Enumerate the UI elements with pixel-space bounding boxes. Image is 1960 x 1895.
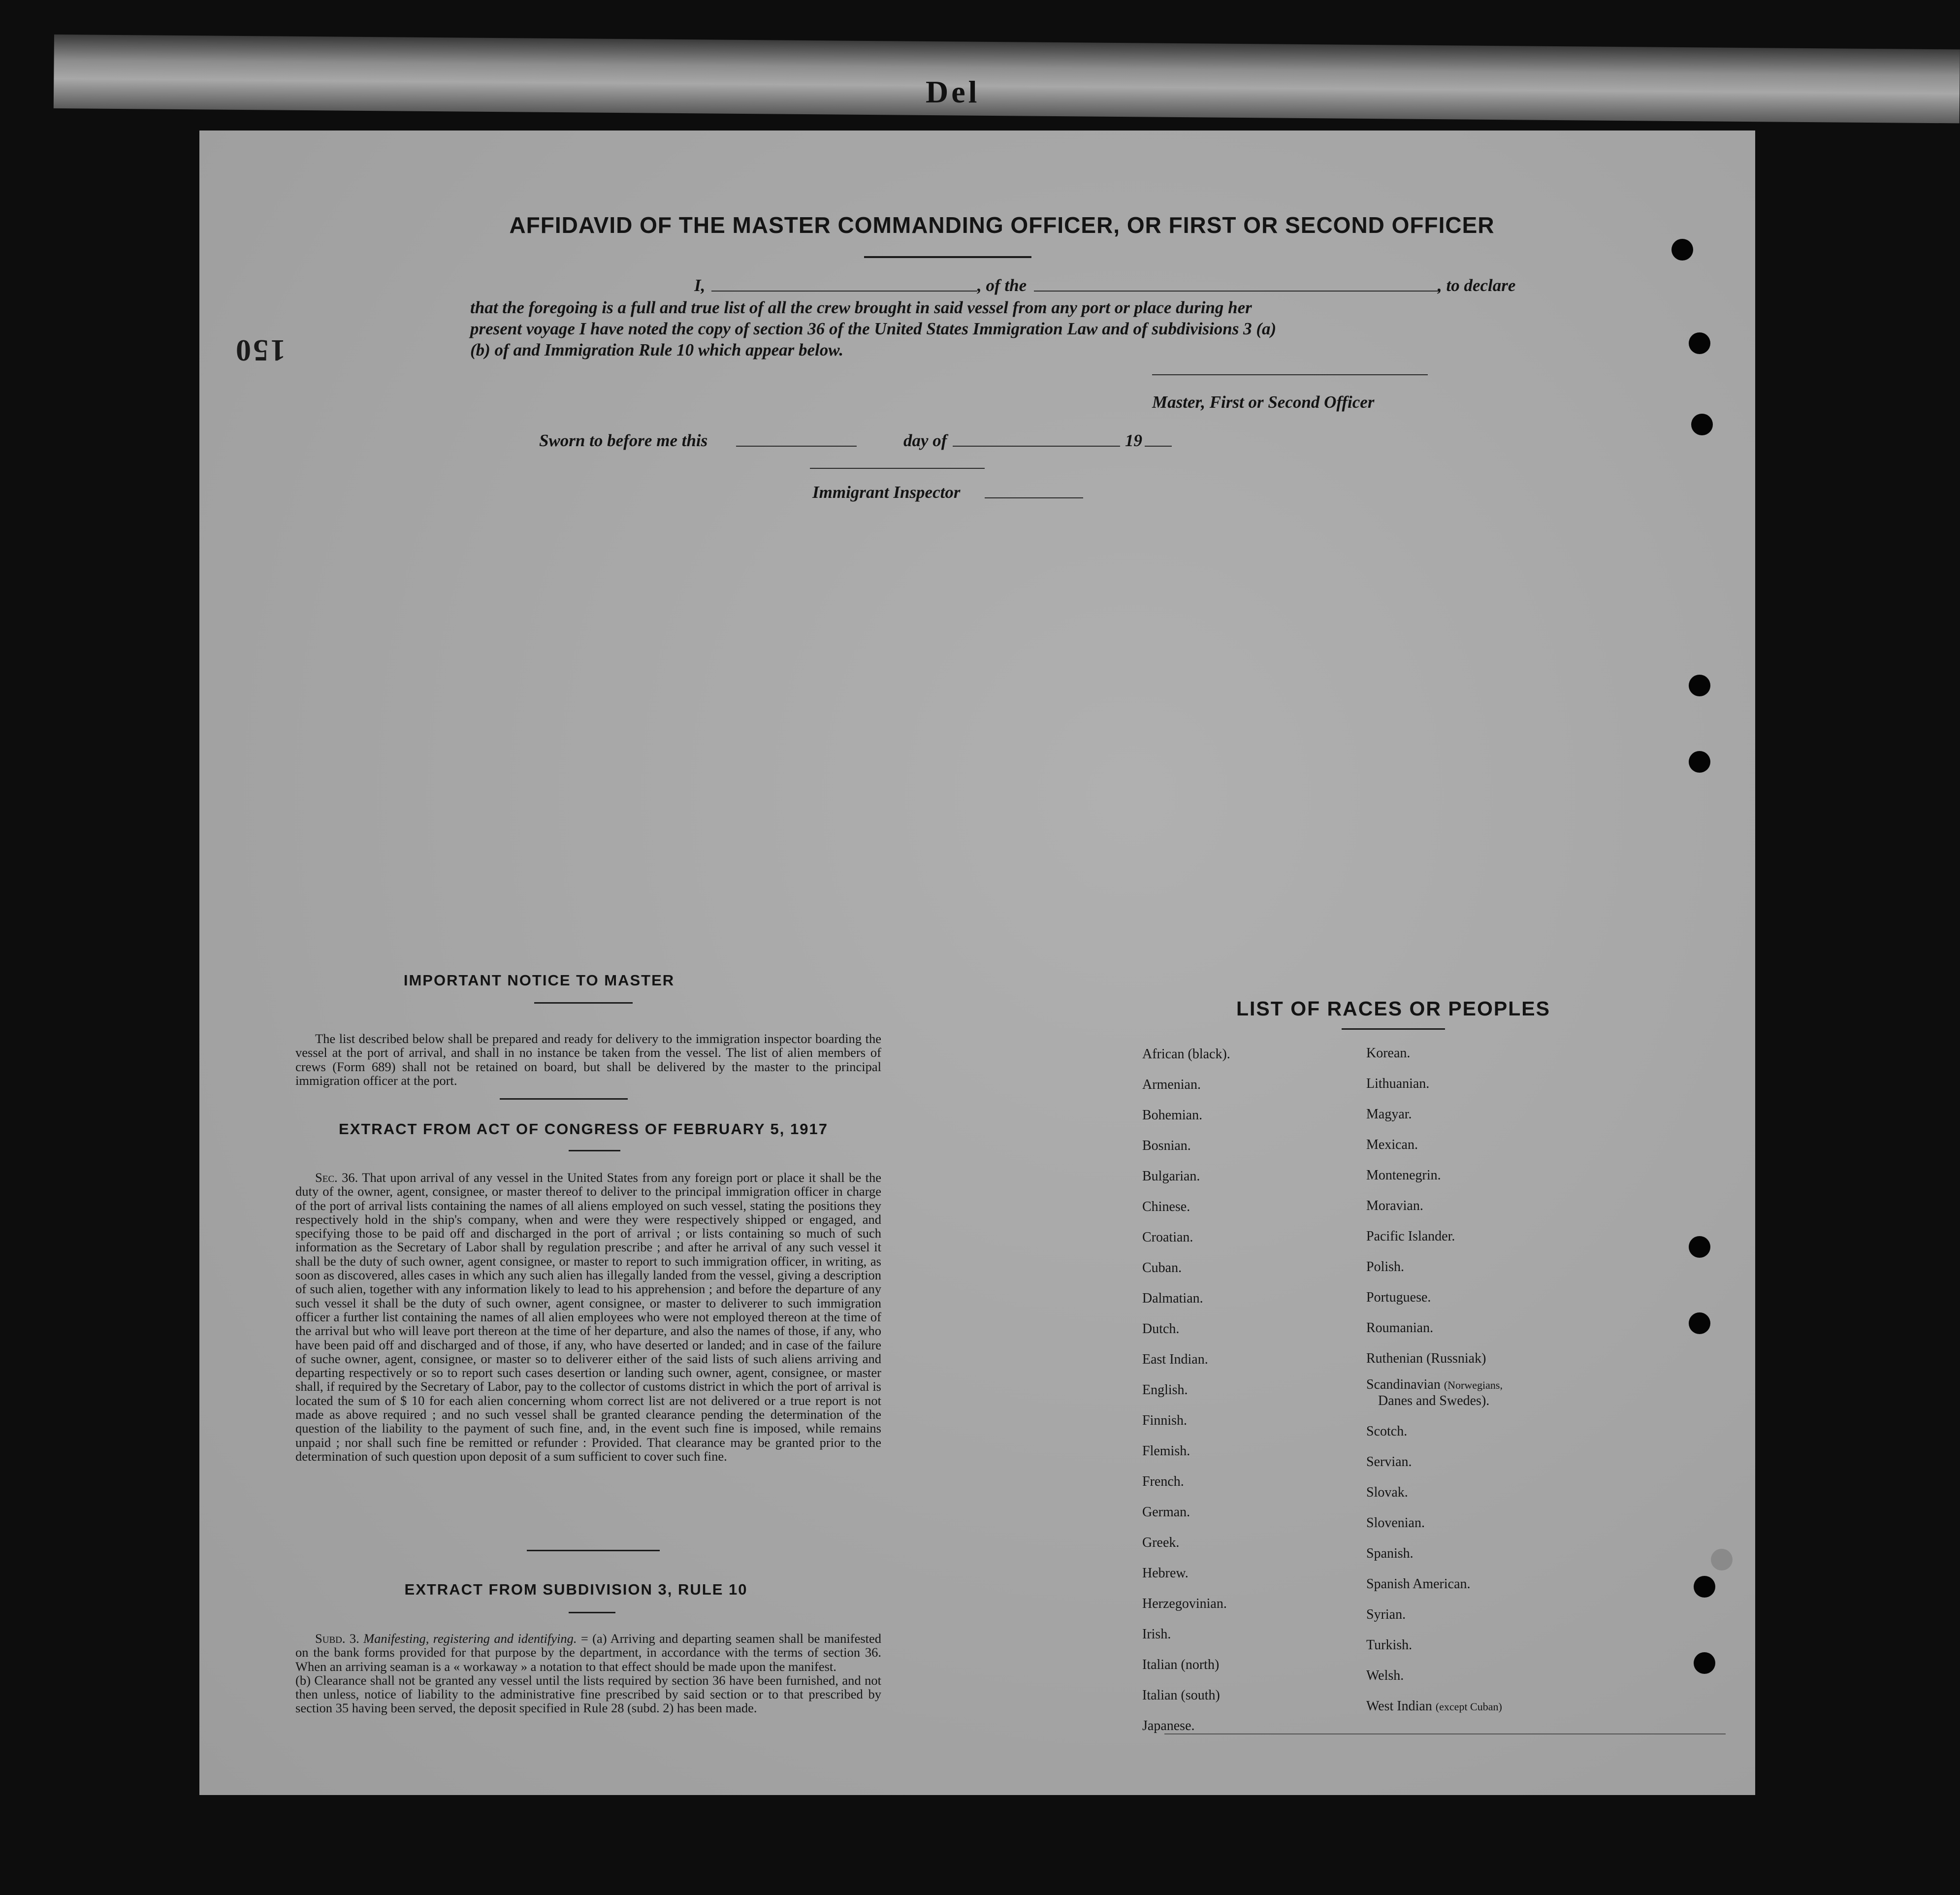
race-item: Dutch.: [1142, 1321, 1180, 1337]
rule-extract-heading: EXTRACT FROM SUBDIVISION 3, RULE 10: [404, 1581, 748, 1598]
punch-hole: [1689, 1236, 1710, 1258]
race-item: East Indian.: [1142, 1352, 1208, 1367]
act-extract-rule: [569, 1150, 620, 1151]
day-of-label: day of: [903, 431, 947, 450]
notice-bottom-rule: [500, 1098, 628, 1100]
affidavit-title: AFFIDAVID OF THE MASTER COMMANDING OFFICER, OR FIRST OR SECOND OFFICER: [509, 212, 1495, 238]
race-item: Spanish American.: [1366, 1576, 1471, 1592]
race-item: Armenian.: [1142, 1077, 1201, 1092]
race-item: Lithuanian.: [1366, 1076, 1430, 1091]
race-item: Turkish.: [1366, 1637, 1413, 1653]
year-line: [1145, 446, 1172, 447]
month-line: [953, 446, 1120, 447]
race-item: Finnish.: [1142, 1413, 1188, 1428]
stamped-serial-number: 150: [234, 333, 286, 367]
race-item-scandinavian: Scandinavian (Norwegians, Danes and Swedes).: [1366, 1377, 1503, 1408]
punch-hole: [1694, 1652, 1715, 1674]
notice-heading: IMPORTANT NOTICE TO MASTER: [403, 972, 675, 989]
year-prefix: 19: [1125, 431, 1142, 450]
race-item: Roumanian.: [1366, 1320, 1434, 1336]
race-item: Chinese.: [1142, 1199, 1190, 1214]
inspector-signature-line: [810, 468, 985, 469]
race-item: Scotch.: [1366, 1424, 1408, 1439]
punch-hole: [1689, 675, 1710, 696]
race-item: Italian (north): [1142, 1657, 1220, 1672]
race-item: Irish.: [1142, 1627, 1171, 1642]
race-item: Bosnian.: [1142, 1138, 1191, 1153]
race-item: Flemish.: [1142, 1443, 1190, 1459]
race-item: Bulgarian.: [1142, 1169, 1200, 1184]
races-right-column: [1366, 1038, 1503, 1722]
punch-hole: [1694, 1576, 1715, 1598]
race-item: Montenegrin.: [1366, 1168, 1441, 1183]
signature-blank-line: [1152, 374, 1428, 375]
sec-36-body: That upon arrival of any vessel in the United States from any foreign port or place it shall be the duty of the owner, agent, consignee, or master thereof to deliver to the principal immigration officer in charge of the port of arrival lists containing the names of all aliens employed on such vessel, stating the positions they respectively hold in the ship's company, when and were they were respectively shipped or engaged, and specifying those to be paid off and discharged in the port of arrival ; or lists containing so much of such information as the Secretary of Labor shall by regulation prescribe ; and after he arrival of any such vessel it shall be the duty of such owner, agent consignee, or master to report to such immigration officer, in writing, as soon as discovered, alles cases in which any such alien has illegally landed from the vessel, giving a description of such alien, together with any information likely to lead to his apprehension ; and before the departure of any such vessel it shall be the duty of such owner, agent consignee, or master to deliverer to such immigration officer a further list containing the names of all alien employees who were not employed thereon at the time of the arrival but who will leave port thereon at the time of her departure, and also the names of those, if any, who have been paid off and discharged and of those, if any, who have deserted or landed; and in case of the failure of suche owner, agent, consignee, or master so to deliverer either of the said lists of such aliens arriving and departing respectively or so to report such cases desertion or landing such owner, agent, consignee, or master shall, if required by the Secretary of Labor, pay to the collector of customs district in which the port of arrival is located the sum of $ 10 for each alien concerning whom correct list are not delivered or a true report is not made as above required ; and no such vessel shall be granted clearance pending the determination of the question of the liability to the payment of such fine, and, in the event such fine is imposed, while remains unpaid ; nor shall such fine be remitted or refunder : Provided. That clearance may be granted prior to the determination of such question upon deposit of a sum sufficient to cover such fine.: [295, 1170, 881, 1464]
title-rule: [864, 256, 1031, 258]
act-extract-heading: EXTRACT FROM ACT OF CONGRESS OF FEBRUARY 5, 1917: [339, 1120, 828, 1138]
race-item: Polish.: [1366, 1259, 1405, 1274]
punch-hole: [1691, 414, 1713, 435]
race-item-west-indian: West Indian (except Cuban): [1366, 1699, 1502, 1714]
rule-extract-text: [295, 1632, 881, 1715]
race-item: Italian (south): [1142, 1688, 1220, 1703]
race-item: Spanish.: [1366, 1546, 1414, 1561]
rule-extract-top-rule: [527, 1550, 660, 1551]
races-left-column: [1142, 1039, 1230, 1741]
race-item: African (black).: [1142, 1046, 1230, 1062]
race-item: English.: [1142, 1382, 1188, 1398]
immigrant-inspector-label: Immigrant Inspector: [812, 483, 961, 502]
affidavit-line-2: that the foregoing is a full and true list of all the crew brought in said vessel from any port or place during her: [470, 298, 1252, 317]
race-item: Servian.: [1366, 1454, 1412, 1470]
race-item: Ruthenian (Russniak): [1366, 1351, 1486, 1366]
notice-rule: [534, 1002, 633, 1004]
race-item: Slovenian.: [1366, 1515, 1425, 1531]
race-item: Korean.: [1366, 1046, 1411, 1061]
races-heading-rule: [1342, 1028, 1445, 1030]
race-item: Cuban.: [1142, 1260, 1182, 1275]
race-item: Portuguese.: [1366, 1290, 1431, 1305]
subd-3-title: Manifesting, registering and identifying.: [363, 1631, 577, 1646]
race-item: Moravian.: [1366, 1198, 1423, 1213]
race-item: Pacific Islander.: [1366, 1229, 1455, 1244]
race-item: Welsh.: [1366, 1668, 1404, 1683]
race-item: Croatian.: [1142, 1230, 1193, 1245]
race-item: Herzegovinian.: [1142, 1596, 1227, 1611]
race-item: Dalmatian.: [1142, 1291, 1203, 1306]
bottom-faint-rule: [1164, 1733, 1726, 1734]
sworn-label: Sworn to before me this: [539, 431, 708, 450]
affidavit-line-4: (b) of and Immigration Rule 10 which appear below.: [470, 340, 844, 359]
race-item: German.: [1142, 1504, 1190, 1520]
race-item: Bohemian.: [1142, 1108, 1203, 1123]
rule-extract-rule: [569, 1612, 615, 1613]
name-blank-line: [711, 291, 977, 292]
subd-3-text-a: = (a) Arriving and departing seamen shall be manifested on the bank forms provided for that purpose by the department, in accordance with the terms of section 36. When an arriving seaman is a « workaway » a notation to that effect should be made upon the manifest.: [295, 1631, 882, 1674]
affidavit-of-the: , of the: [977, 276, 1027, 295]
punch-hole: [1671, 239, 1693, 261]
punch-hole: [1689, 1312, 1710, 1334]
inspector-blank-line: [985, 497, 1083, 498]
punch-hole: [1711, 1549, 1733, 1570]
vessel-blank-line: [1034, 291, 1440, 292]
race-item: Syrian.: [1366, 1607, 1406, 1622]
race-item: Slovak.: [1366, 1485, 1408, 1500]
strip-handwritten-mark: Del: [926, 74, 980, 109]
act-extract-text: [295, 1171, 881, 1463]
sec-36-label: Sec. 36.: [315, 1170, 358, 1185]
affidavit-line-3: present voyage I have noted the copy of section 36 of the United States Immigration Law and of subdivisions 3 (a): [470, 319, 1277, 338]
affidavit-to-declare: , to declare: [1438, 276, 1516, 295]
master-signature-label: Master, First or Second Officer: [1152, 392, 1375, 412]
race-item: Magyar.: [1366, 1107, 1412, 1122]
affidavit-i: I,: [694, 276, 706, 295]
subd-3-text-b: (b) Clearance shall not be granted any vessel until the lists required by section 36 have been furnished, and not then unless, notice of liability to the administrative fine prescribed by said section or to that prescribed by section 35 having been served, the deposit specified in Rule 28 (subd. 2) has been made.: [295, 1672, 881, 1716]
race-item: Greek.: [1142, 1535, 1180, 1550]
race-item: Mexican.: [1366, 1137, 1418, 1152]
race-item: French.: [1142, 1474, 1184, 1489]
punch-hole: [1689, 332, 1710, 354]
notice-text: The list described below shall be prepared and ready for delivery to the immigration inspector boarding the vessel at the port of arrival, and shall in no instance be taken from the vessel. The list of alien members of crews (Form 689) shall not be retained on board, but shall be delivered by the master to the principal immigration officer at the port.: [295, 1031, 881, 1088]
punch-hole: [1689, 751, 1710, 773]
document-page: [199, 131, 1755, 1795]
sworn-day-line: [736, 446, 857, 447]
race-item: Japanese.: [1142, 1718, 1195, 1733]
subd-3-label: Subd. 3.: [315, 1631, 359, 1646]
races-heading: LIST OF RACES OR PEOPLES: [1236, 997, 1550, 1020]
race-item: Hebrew.: [1142, 1566, 1189, 1581]
